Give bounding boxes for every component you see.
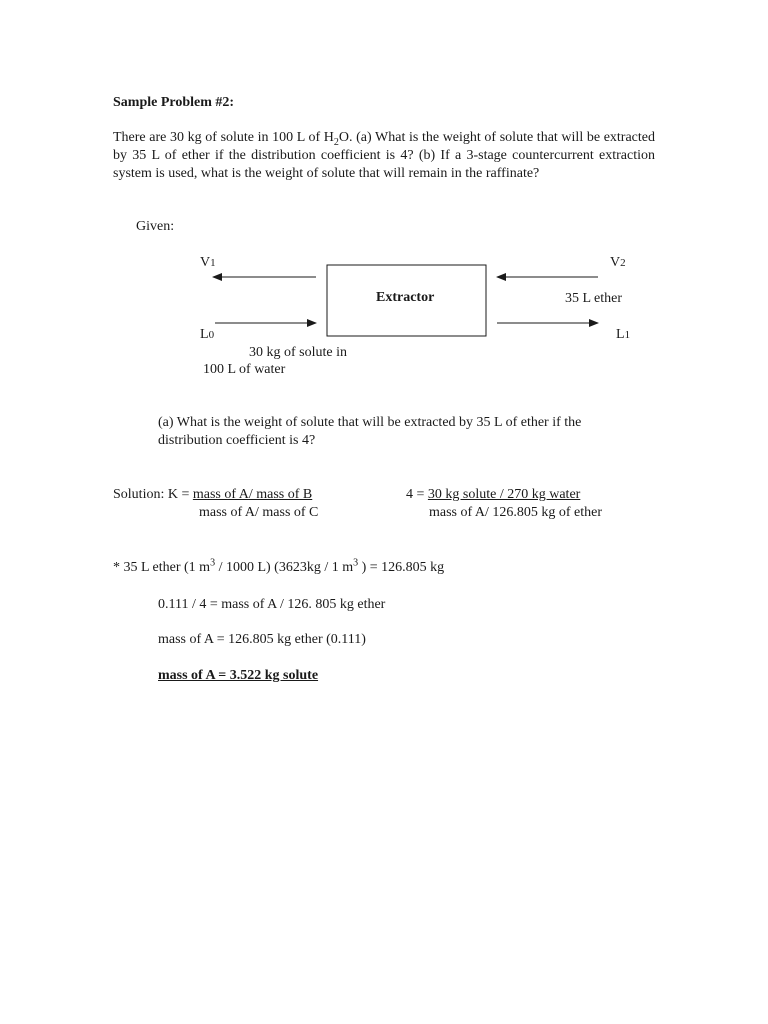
equation-numerator: 30 kg solute / 270 kg water <box>427 487 581 502</box>
v1-label: V1 <box>200 255 216 270</box>
v1-sub: 1 <box>210 257 216 269</box>
equation-line-1 <box>406 486 580 504</box>
final-answer: mass of A = 3.522 kg solute <box>158 668 319 683</box>
solution-line-1 <box>113 486 312 504</box>
problem-text-part2: O. (a) What is the weight of solute that will be extracted by 35 L of ether if the distribution coefficient is 4? (b) If a 3-stage countercurrent extraction system is used, what is the weight of solute that will remain in the raffinate? <box>113 130 655 181</box>
step-1: 0.111 / 4 = mass of A / 126. 805 kg ether <box>158 597 386 612</box>
extractor-label: Extractor <box>376 290 435 305</box>
part-a-question: (a) What is the weight of solute that will be extracted by 35 L of ether if the distribution coefficient is 4? <box>158 415 582 448</box>
l0-label: L0 <box>200 327 215 342</box>
step-2: mass of A = 126.805 kg ether (0.111) <box>158 632 366 647</box>
conversion-sup-1: 3 <box>210 557 216 569</box>
l1-sub: 1 <box>624 329 631 341</box>
feed-line-1: 30 kg of solute in <box>249 345 347 360</box>
given-label: Given: <box>136 219 175 234</box>
extractor-diagram <box>0 0 768 420</box>
v2-sub: 2 <box>620 257 626 269</box>
v2-label: V2 <box>610 255 626 270</box>
equation-prefix: 4 = <box>406 487 428 502</box>
problem-subscript: 2 <box>333 136 339 148</box>
problem-text-part1: There are 30 kg of solute in 100 L of H <box>113 130 334 145</box>
k-numerator: mass of A/ mass of B <box>192 487 313 502</box>
l1-label: L1 <box>616 327 631 342</box>
solution-prefix: Solution: K = <box>113 487 193 502</box>
problem-title: Sample Problem #2: <box>113 95 235 110</box>
k-denominator: mass of A/ mass of C <box>199 505 319 520</box>
feed-line-2: 100 L of water <box>203 362 286 377</box>
conversion-sup-2: 3 <box>353 557 359 569</box>
conversion-line: * 35 L ether (1 $m^3 / 1000$ L) (3623kg / 1 $m^3$ ) = 126.805 kg <box>113 557 445 575</box>
equation-denominator: mass of A/ 126.805 kg of ether <box>429 505 603 520</box>
ether-note: 35 L ether <box>565 291 623 306</box>
l0-sub: 0 <box>208 329 215 341</box>
